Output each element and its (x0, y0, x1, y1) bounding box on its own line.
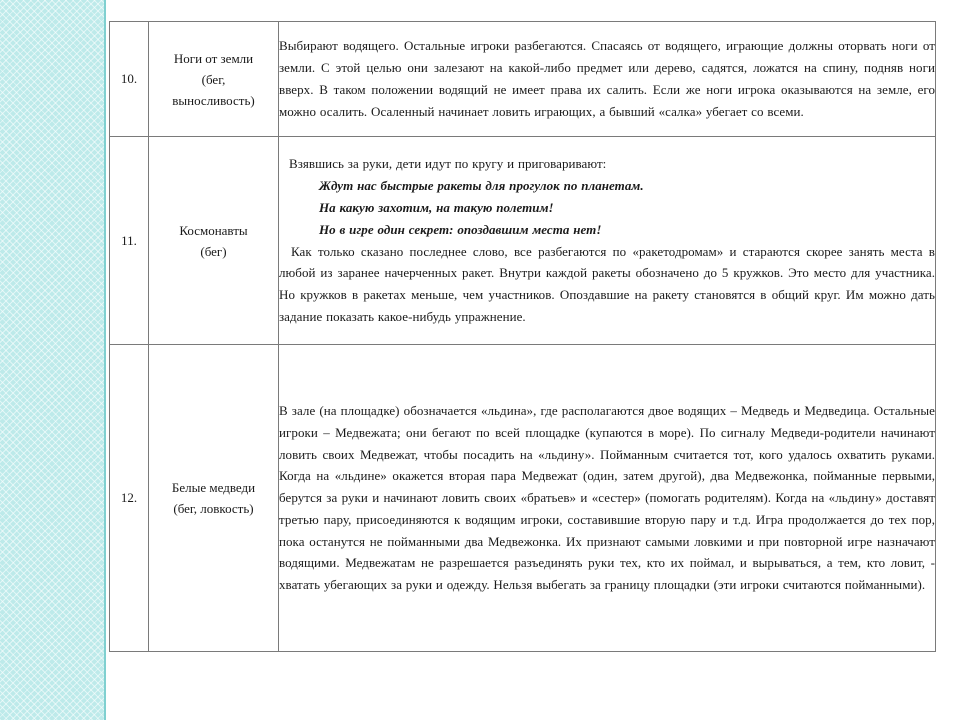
verse-line: На какую захотим, на такую полетим! (319, 199, 554, 215)
game-description: В зале (на площадке) обозначается «льдина», где располагаются двое водящих – Медведь и Медведица. Остальные игроки – Медвежата; они бегают по всей площадке (купаются в море). По сигналу Медведи-родители начинают ловить своих Медвежат, чтобы посадить на «льдину». Пойманным считается тот, кого удалось охватить руками. Когда на «льдине» окажется вторая пара Медвежат (один, затем другой), два Медвежонка, пойманные первыми, берутся за руки и начинают ловить своих «братьев» и «сестер» (помогать родителям). Когда на «льдину» доставят третью пару, присоединяются к водящим игроки, составившие вторую пару и т.д. Игра продолжается до тех пор, пока останутся не пойманными два Медвежонка. Их признают самыми ловкими и при повторной игре назначают водящими. Медвежатам не разрешается разъединять руки тех, кто их поймал, и вырываться, а тем, кто ловит, - хватать убегающих за руки и одежду. Нельзя выбегать за границу площадки (эти игроки считаются пойманными). (279, 345, 936, 652)
game-title: Белые медведи (171, 480, 256, 495)
game-title: Космонавты (179, 222, 248, 238)
verse-line: Но в игре один секрет: опоздавшим места нет! (319, 221, 602, 237)
row-number: 12. (110, 345, 149, 652)
table-row (110, 22, 936, 137)
game-title: Ноги от земли (173, 50, 254, 66)
game-description-cell (279, 137, 936, 345)
game-description: Выбирают водящего. Остальные игроки разбегаются. Спасаясь от водящего, играющие должны оторвать ноги от земли. С этой целью они залезают на какой-либо предмет или дерево, садятся, ложатся на спину, подняв ноги вверх. В таком положении водящий не имеет права их салить. Если же ноги игрока оказываются на земле, его можно осалить. Осаленный начинает ловить играющих, а бывший «салка» убегает со всеми. (279, 22, 936, 137)
decorative-side-band (0, 0, 106, 720)
table-row (110, 345, 936, 652)
game-description: Как только сказано последнее слово, все разбегаются по «ракетодромам» и стараются скорее занять места в любой из заранее начерченных ракет. Внутри каждой ракеты обозначено до 5 кружков. Это место для участника. Но кружков в ракетах меньше, чем участников. Опоздавшие на ракету становятся в общий круг. Им можно дать задание показать какое-нибудь упражнение. (279, 243, 935, 324)
game-intro: Взявшись за руки, дети идут по кругу и приговаривают: (289, 156, 607, 172)
table-row (110, 137, 936, 345)
row-number: 11. (110, 137, 149, 345)
verse-line: Ждут нас быстрые ракеты для прогулок по планетам. (319, 178, 644, 194)
game-subtitle: (бег, ловкость) (173, 501, 254, 516)
game-name-cell (149, 137, 279, 345)
games-table (109, 21, 936, 652)
game-subtitle: (бег) (200, 243, 227, 259)
row-number: 10. (110, 22, 149, 137)
game-name-cell (149, 22, 279, 137)
game-name-cell (149, 345, 279, 652)
game-subtitle: (бег, выносливость) (172, 71, 255, 108)
